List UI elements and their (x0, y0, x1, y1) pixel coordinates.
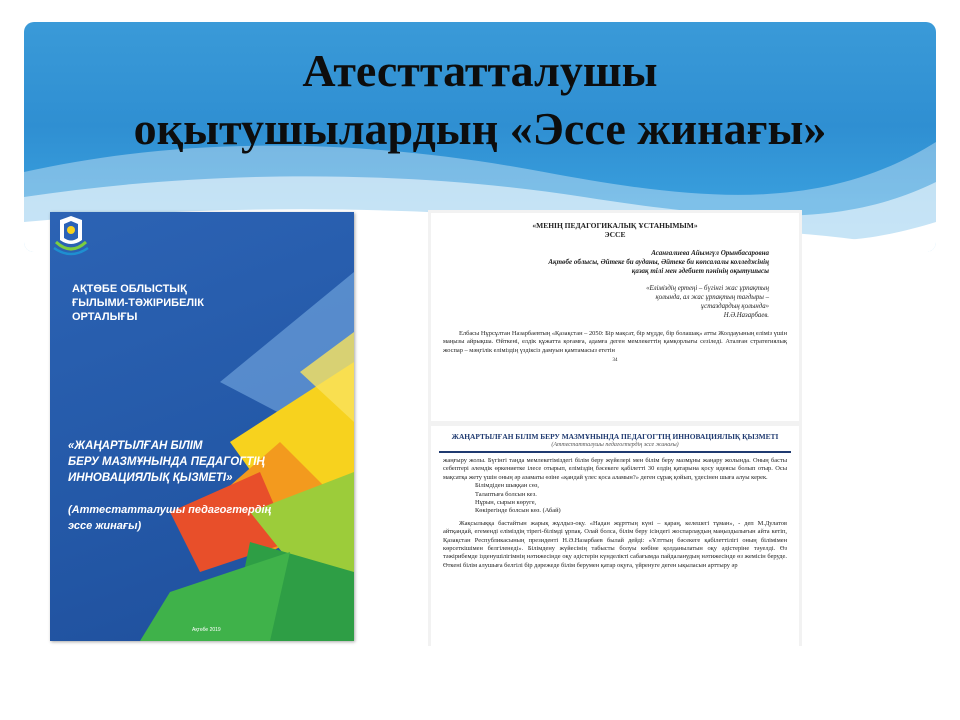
cover-title-line1: «ЖАҢАРТЫЛҒАН БІЛІМ (68, 440, 203, 452)
page-number: 34 (612, 358, 618, 364)
slide-title-line1: Атесттатталушы (302, 45, 658, 96)
slide-title-line2: оқытушылардың «Эссе жинағы» (133, 103, 827, 154)
running-header-subtitle: (Аттестатталушы педагогтердің эссе жинағы) (551, 442, 679, 448)
cover-title (68, 438, 283, 486)
essay-paragraph-1: жаңғыру жолы. Бүгінгі таңда мемлекетіміздегі білім беру жүйелері мен білім беру мазмұны жаңару жолында. Оның басты себептері әлемдік өркениетке ілесе отырып, еліміздің бәсекеге қабілетті 30 елдің қатарына қосу идеясы болып отыр. Осы мақсатқа жету үшін оның әр азаматы өзіне «қандай үлес қоса аламын?» деген сұрақ қойып, үдесінен шыға алуы керек. (443, 457, 787, 481)
essay-document-preview (428, 210, 802, 646)
essay-paragraph: Елбасы Нұрсұлтан Назарбаевтың «Қазақстан – 2050: Бір мақсат, бір мүдде, бір болашақ» атты Жолдауының еліміз үшін маңызы айрықша. Өйткені, елдік құжатта қоғамға, адамға деген мемлекеттің қамқорлығы сезіледі. Аталған стратегиялық жоспар – мәңгілік еліміздің үздіксіз дамуын қамтамасыз ететін (443, 330, 787, 354)
verse-line1: Білімдіден шыққан сөз, (475, 482, 540, 490)
cover-year: Ақтөбе 2019 (192, 627, 221, 633)
cover-title-line2: БЕРУ МАЗМҰНЫНДА ПЕДАГОГТІҢ (68, 456, 265, 468)
org-line2: ҒЫЛЫМИ-ТӘЖІРИБЕЛІК (72, 297, 204, 309)
essay-epigraph (431, 284, 799, 320)
essay-affiliation-line1: Ақтөбе облысы, Әйтеке би ауданы, Әйтеке би көпсалалы колледжінің (548, 258, 769, 266)
essay-verse (431, 482, 799, 516)
epigraph-line3: ұстаздардың қолында» (700, 303, 769, 310)
epigraph-author: Н.Ә.Назарбаев. (723, 312, 769, 319)
org-line1: АҚТӨБЕ ОБЛЫСТЫҚ (72, 283, 187, 295)
org-line3: ОРТАЛЫҒЫ (72, 311, 138, 323)
verse-line3: Нұрын, сырын көруге, (475, 499, 537, 507)
running-header-title: ЖАҢАРТЫЛҒАН БІЛІМ БЕРУ МАЗМҰНЫНДА ПЕДАГОГТІҢ ИННОВАЦИЯЛЫҚ ҚЫЗМЕТІ (451, 432, 779, 441)
epigraph-line1: «Еліміздің ертеңі – бүгінгі жас ұрпақтың (646, 285, 769, 292)
cover-geometric-art (50, 212, 354, 641)
cover-subtitle-line2: эссе жинағы) (68, 520, 142, 532)
cover-title-line3: ИННОВАЦИЯЛЫҚ ҚЫЗМЕТІ» (68, 472, 233, 484)
cover-subtitle (68, 502, 283, 534)
essay-page-bottom (431, 426, 799, 646)
cover-subtitle-line1: (Аттестатталушы педагогтердің (68, 504, 272, 516)
essay-heading-sub: ЭССЕ (604, 230, 626, 239)
essay-page-top (431, 213, 799, 421)
cover-organization (72, 282, 272, 324)
epigraph-line2: қолында, ал жас ұрпақтың тағдыры – (655, 294, 769, 301)
essay-heading-title: «МЕНІҢ ПЕДАГОГИКАЛЫҚ ҰСТАНЫМЫМ» (532, 221, 698, 230)
book-cover (50, 212, 354, 641)
essay-paragraph-2: Жақсылыққа бастайтын жарық жұлдыз-оқу. «Надан жұрттың күні – қараң, келешегі тұман», - деп М.Дулатов айтқандай, егеменді еліміздің тірегі-білімді ұрпақ. Олай болса, білім беру ісіндегі жоспарлаудың маңыздылығын айта кетіп, Қазақстан Республикасының президенті Н.Ә.Назарбаев былай дейді: «Ұлттың бәсекеге қабілеттілігі оның білімімен көрсеткішімен белгіленеді». Білімдену жүйесінің табысты болуы көбіне қолданылатын оқу әдістеріне тәуелді. Өз тәжірибемде ізденушілігімнің нәтижесінде оқу әдістерін күнделікті сабағымда пайдаланудың нәтижесінде өз жемісін беруде. Өткені білім алушыға белгілі бір дәрежеде білім берумен қатар оқуға, үйренуге деген ықыласын арттыру әр (443, 519, 787, 569)
essay-heading (431, 221, 799, 239)
essay-affiliation-line2: қазақ тілі мен әдебиет пәнінің оқытушысы (631, 267, 769, 275)
org-logo-icon (50, 212, 92, 258)
essay-author-block (431, 249, 799, 276)
slide-title (24, 42, 936, 158)
verse-line4: Көкірегінде болсын көз. (Абай) (475, 507, 561, 515)
essay-author: Асанғалиева Айымгүл Орынбасаровна (651, 249, 769, 257)
verse-line2: Талаптыға болсын кез. (475, 490, 537, 498)
page-running-header (439, 432, 791, 453)
